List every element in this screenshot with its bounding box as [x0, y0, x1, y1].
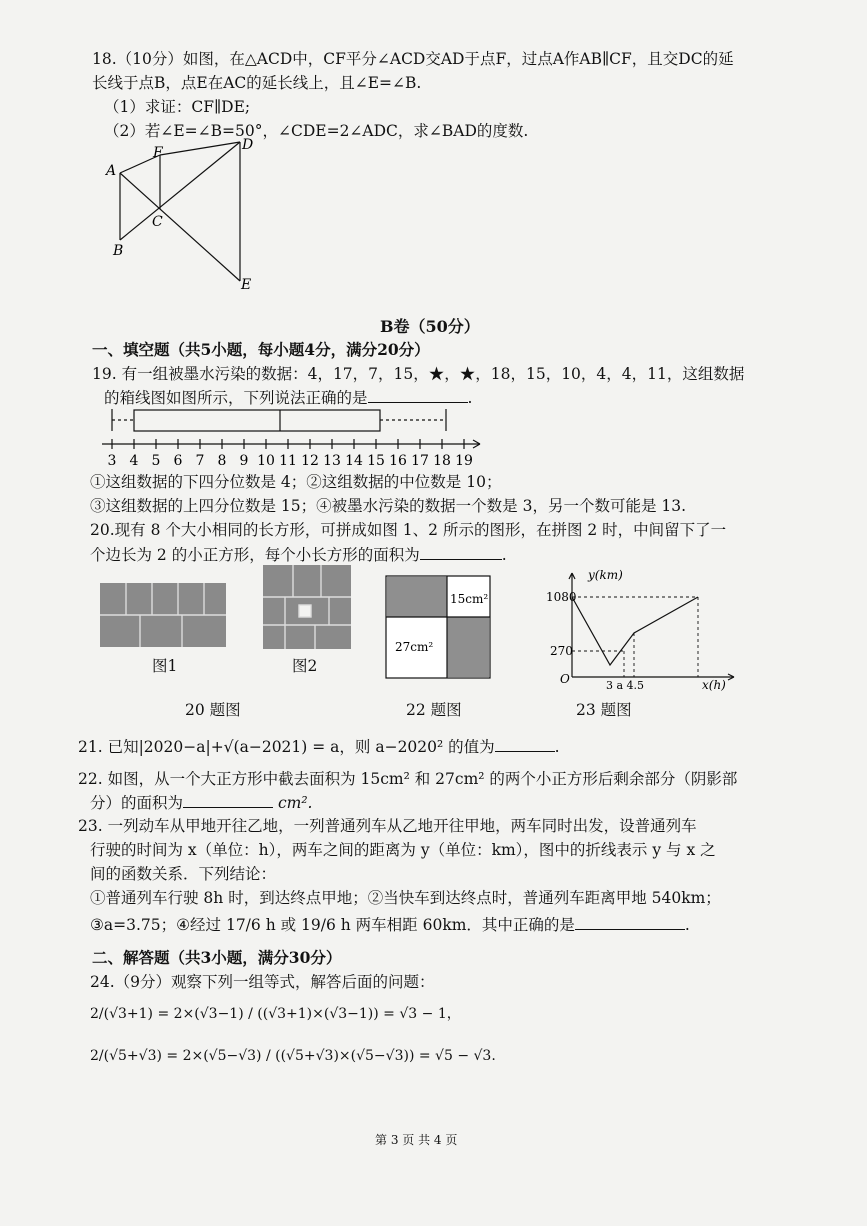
y-axis-label: y(km)	[588, 568, 623, 582]
q23-graph	[546, 565, 742, 692]
q23-line4: ①普通列车行驶 8h 时，到达终点甲地；②当快车到达终点时，普通列车距离甲地 540km；	[90, 889, 721, 907]
q21-answer-blank[interactable]	[495, 737, 555, 752]
tick-label: 18	[433, 453, 451, 469]
q23-answer-blank[interactable]	[575, 915, 685, 930]
x-axis-label: x(h)	[702, 678, 726, 692]
origin-label: O	[560, 672, 570, 686]
tick-label: 7	[195, 453, 205, 469]
segment-BD	[120, 142, 240, 240]
q24-equation2: 2/(√5+√3) = 2×(√5−√3) / ((√5+√3)×(√5−√3)) = √5 − √3.	[90, 1048, 496, 1064]
q18-part2: （2）若∠E=∠B=50°，∠CDE=2∠ADC，求∠BAD的度数.	[104, 122, 529, 140]
q20-answer-blank[interactable]	[420, 545, 502, 560]
q24-line1: 24.（9分）观察下列一组等式，解答后面的问题：	[90, 973, 435, 991]
label-F: F	[153, 145, 163, 161]
q19-answer-blank[interactable]	[368, 388, 468, 403]
q19-option1: ①这组数据的下四分位数是 4；②这组数据的中位数是 10；	[90, 473, 502, 491]
tick-label: 16	[389, 453, 407, 469]
q22-caption: 22 题图	[406, 701, 462, 719]
q20-line2: 个边长为 2 的小正方形，每个小长方形的面积为 .	[90, 546, 507, 564]
q20-line1: 20.现有 8 个大小相同的长方形，可拼成如图 1、2 所示的图形，在拼图 2 时，中间留下了一	[90, 521, 727, 539]
y-270-label: 270	[550, 644, 573, 658]
q19-option2: ③这组数据的上四分位数是 15；④被墨水污染的数据一个数是 3，另一个数可能是 13.	[90, 497, 687, 515]
q23-line5: ③a=3.75；④经过 17/6 h 或 19/6 h 两车相距 60km．其中正确的是 .	[90, 916, 690, 934]
tick-label: 12	[301, 453, 319, 469]
q20-fig1	[100, 583, 226, 647]
q19-line1: 19. 有一组被墨水污染的数据：4，17，7，15，★，★，18，15，10，4，4，11，这组数据	[92, 365, 745, 383]
x-ticks-label: 3 a 4.5	[606, 679, 645, 692]
tick-label: 11	[279, 453, 297, 469]
q20-fig2	[263, 565, 351, 649]
tick-label: 10	[257, 453, 275, 469]
q22-line2: 分）的面积为 cm².	[90, 794, 313, 812]
fig1-label: 图1	[152, 657, 178, 675]
q20-caption: 20 题图	[185, 701, 241, 719]
q18-line2: 长线于点B，点E在AC的延长线上，且∠E=∠B.	[92, 74, 422, 92]
tick-label: 17	[411, 453, 429, 469]
q19-line2: 的箱线图如图所示，下列说法正确的是 .	[104, 389, 473, 407]
q22-figure	[385, 575, 491, 679]
tick-label: 15	[367, 453, 385, 469]
page-footer: 第 3 页 共 4 页	[375, 1133, 458, 1147]
q23-line1: 23. 一列动车从甲地开往乙地，一列普通列车从乙地开往甲地，两车同时出发，设普通列车	[78, 817, 697, 835]
segment-FD	[160, 142, 240, 155]
q18-geometry-figure	[100, 135, 270, 295]
section-b-title: B卷（50分）	[380, 317, 480, 336]
tick-label: 19	[455, 453, 473, 469]
distance-polyline	[572, 597, 698, 665]
tick-label: 14	[345, 453, 363, 469]
label-B: B	[113, 243, 124, 259]
label-D: D	[242, 137, 254, 153]
q23-caption: 23 题图	[576, 701, 632, 719]
tick-label: 8	[217, 453, 227, 469]
fig2-label: 图2	[292, 657, 318, 675]
tick-label: 3	[107, 453, 117, 469]
tick-label: 5	[151, 453, 161, 469]
q18-line1: 18.（10分）如图，在△ACD中，CF平分∠ACD交AD于点F，过点A作AB∥CF，且交DC的延	[92, 50, 734, 68]
part1-title: 一、填空题（共5小题，每小题4分，满分20分）	[92, 340, 430, 359]
q22-line1: 22. 如图，从一个大正方形中截去面积为 15cm² 和 27cm² 的两个小正方形后剩余部分（阴影部	[78, 770, 738, 788]
box	[134, 410, 380, 431]
q22-answer-blank[interactable]	[183, 793, 273, 808]
tick-label: 6	[173, 453, 183, 469]
tick-label: 9	[239, 453, 249, 469]
q23-line3: 间的函数关系．下列结论：	[90, 865, 277, 883]
tick-label: 4	[129, 453, 139, 469]
q18-part1: （1）求证：CF∥DE;	[104, 98, 251, 116]
part2-title: 二、解答题（共3小题，满分30分）	[92, 948, 342, 967]
y-1080-label: 1080	[546, 590, 577, 604]
q19-boxplot	[100, 406, 490, 468]
tick-label: 13	[323, 453, 341, 469]
q24-equation1: 2/(√3+1) = 2×(√3−1) / ((√3+1)×(√3−1)) = √3 − 1，	[90, 1006, 461, 1022]
area-15-label: 15cm²	[450, 592, 489, 606]
label-A: A	[106, 163, 117, 179]
q23-line2: 行驶的时间为 x（单位：h），两车之间的距离为 y（单位：km），图中的折线表示 y 与 x 之	[90, 841, 716, 859]
label-E: E	[241, 277, 252, 293]
area-27-label: 27cm²	[395, 640, 434, 654]
segment-AE	[120, 173, 240, 281]
q21-line: 21. 已知|2020−a|+√(a−2021) = a，则 a−2020² 的值为 .	[78, 738, 560, 756]
label-C: C	[152, 214, 163, 230]
q19-line2-text: 的箱线图如图所示，下列说法正确的是	[104, 389, 368, 407]
